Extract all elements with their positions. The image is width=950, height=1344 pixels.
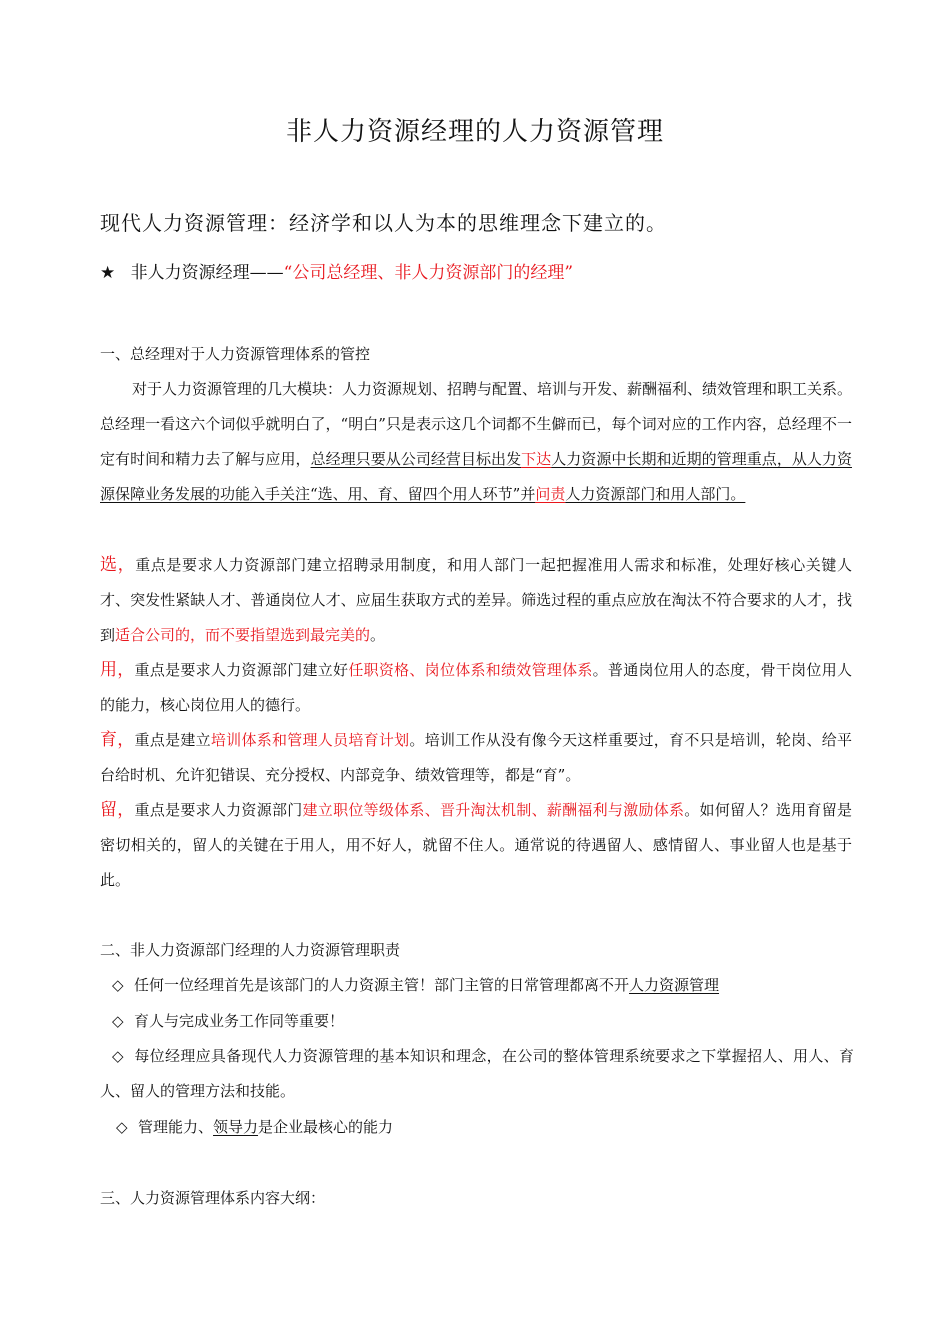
document-title: 非人力资源经理的人力资源管理 [285, 117, 664, 147]
liu-text-a: 重点是要求人力资源部门 [134, 801, 303, 819]
liu-key: 留， [100, 800, 135, 820]
bullet-3 [100, 1039, 854, 1109]
intro-underlined-1: 总经理只要从公司经营目标出发 [310, 450, 522, 468]
liu-text-b: 。如何留人？选用育留是密切相关的，留人的关键在于用人，用不好人，就留不住人。通常说的待遇留人、感情留人、事业留人也是基于此。 [100, 801, 852, 889]
yu-key: 育， [100, 730, 135, 750]
section1-intro [100, 372, 852, 512]
star-line [100, 258, 860, 288]
section3-heading: 三、人力资源管理体系内容大纲： [100, 1189, 326, 1207]
bullet-2-text: 育人与完成业务工作同等重要！ [134, 1012, 345, 1030]
bullet-1 [112, 968, 854, 1003]
intro-text: 对于人力资源管理的几大模块：人力资源规划、招聘与配置、培训与开发、薪酬福利、绩效管理和职工关系。总经理一看这六个词似乎就明白了，“明白”只是表示这几个词都不生僻而已，每个词对应的工作内容，总经理不一定有时间和精力去了解与应用， [100, 380, 853, 468]
section1-heading: 一、总经理对于人力资源管理体系的管控 [100, 345, 371, 363]
intro-underlined-2: 人力资源中长期和近期的管理重点，从人力资源保障业务发展的功能入手关注“选、用、育、留四个用人环节”并 [100, 450, 852, 503]
yong-red: 任职资格、岗位体系和绩效管理体系 [348, 661, 593, 679]
section2-heading: 二、非人力资源部门经理的人力资源管理职责 [100, 941, 401, 959]
xuan-text: 重点是要求人力资源部门建立招聘录用制度，和用人部门一起把握准用人需求和标准，处理好核心关键人才、突发性紧缺人才、普通岗位人才、应届生获取方式的差异。筛选过程的重点应放在淘汰不符合要求的人才，找到 [100, 556, 853, 644]
star-lead: 非人力资源经理—— [130, 263, 284, 283]
diamond-icon: ◇ [116, 1118, 128, 1136]
bullet-1-underlined: 人力资源管理 [629, 976, 720, 994]
liu-red: 建立职位等级体系、晋升淘汰机制、薪酬福利与激励体系 [302, 801, 685, 819]
bullet-1-text: 任何一位经理首先是该部门的人力资源主管！部门主管的日常管理都离不开 [134, 976, 630, 994]
yong-text-b: 。普通岗位用人的态度，骨干岗位用人的能力，核心岗位用人的德行。 [100, 661, 852, 714]
document-subtitle: 现代人力资源管理：经济学和以人为本的思维理念下建立的。 [100, 211, 667, 235]
star-icon: ★ [100, 263, 116, 283]
bullet-4-underlined: 领导力 [213, 1118, 259, 1136]
diamond-icon: ◇ [112, 1012, 124, 1030]
paragraph-liu [100, 793, 852, 898]
bullet-3-text: 每位经理应具备现代人力资源管理的基本知识和理念，在公司的整体管理系统要求之下掌握招人、用人、育人、留人的管理方法和技能。 [100, 1047, 854, 1100]
bullet-4-text-b: 是企业最核心的能力 [258, 1118, 394, 1136]
intro-underlined-3: 人力资源部门和用人部门。 [565, 485, 746, 503]
xuan-end: 。 [370, 626, 386, 644]
intro-red-2: 问责 [535, 485, 566, 503]
bullet-4-text-a: 管理能力、 [138, 1118, 214, 1136]
paragraph-yu [100, 723, 852, 793]
yong-text-a: 重点是要求人力资源部门建立好 [134, 661, 349, 679]
bullet-2 [112, 1004, 854, 1039]
xuan-key: 选， [100, 555, 136, 575]
paragraph-xuan [100, 548, 852, 653]
star-quote: “公司总经理、非人力资源部门的经理” [283, 263, 574, 283]
xuan-red: 适合公司的，而不要指望选到最完美的 [115, 626, 371, 644]
diamond-icon: ◇ [112, 976, 124, 994]
yu-text-b: 。培训工作从没有像今天这样重要过，育不只是培训，轮岗、给平台给时机、允许犯错误、充分授权、内部竞争、绩效管理等，都是“育”。 [100, 731, 852, 784]
yong-key: 用， [100, 660, 135, 680]
diamond-icon: ◇ [112, 1047, 124, 1065]
paragraph-yong [100, 653, 852, 723]
yu-text-a: 重点是建立 [134, 731, 211, 749]
bullet-4 [116, 1110, 858, 1145]
intro-red-1: 下达 [521, 450, 552, 468]
yu-red: 培训体系和管理人员培育计划 [210, 731, 410, 749]
